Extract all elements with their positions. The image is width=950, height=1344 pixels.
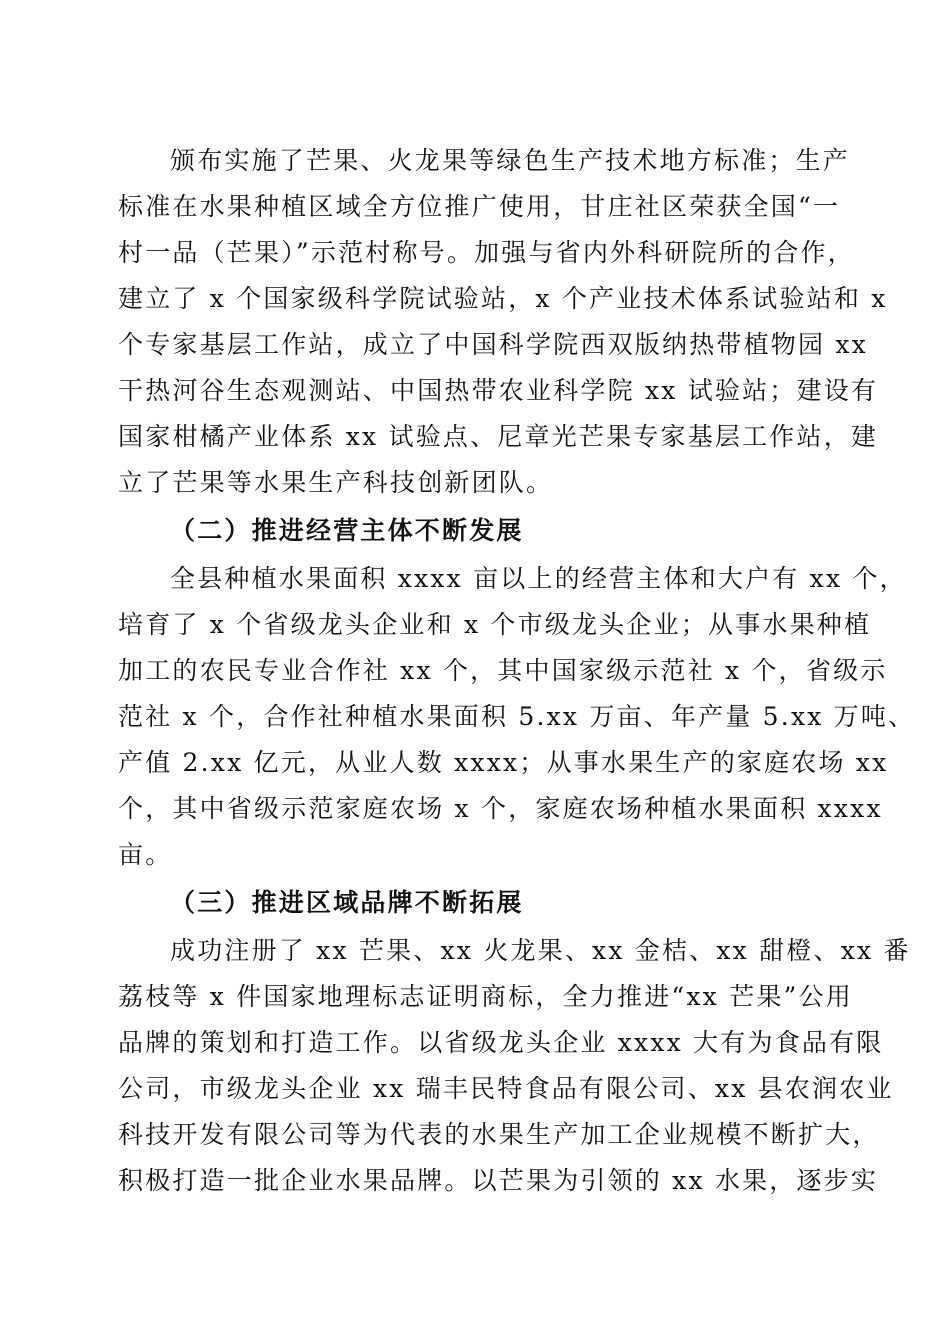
text-line: 颁布实施了芒果、火龙果等绿色生产技术地方标准；生产 [170, 146, 851, 175]
text-line: 积极打造一批企业水果品牌。以芒果为引领的 xx 水果，逐步实 [118, 1166, 879, 1195]
paragraph-section-2 [118, 556, 916, 878]
text-line: 加工的农民专业合作社 xx 个，其中国家级示范社 x 个，省级示 [118, 656, 888, 685]
text-line: 全县种植水果面积 xxxx 亩以上的经营主体和大户有 xx 个， [170, 564, 907, 593]
text-line: 荔枝等 x 件国家地理标志证明商标，全力推进“xx 芒果”公用 [118, 982, 853, 1011]
text-line: 建立了 x 个国家级科学院试验站，x 个产业技术体系试验站和 x [118, 284, 888, 313]
text-line: 个，其中省级示范家庭农场 x 个，家庭农场种植水果面积 xxxx [118, 794, 883, 823]
text-line: 亩。 [118, 840, 173, 869]
paragraph-section-3 [118, 928, 911, 1204]
text-line: 立了芒果等水果生产科技创新团队。 [118, 468, 554, 497]
section-heading-2: （二）推进经营主体不断发展 [170, 516, 524, 545]
section-heading-3: （三）推进区域品牌不断拓展 [170, 888, 524, 917]
document-page [118, 138, 916, 1204]
text-line: 范社 x 个，合作社种植水果面积 5.xx 万亩、年产量 5.xx 万吨、 [118, 702, 916, 731]
paragraph-section-1 [118, 138, 888, 506]
text-line: 干热河谷生态观测站、中国热带农业科学院 xx 试验站；建设有 [118, 376, 879, 405]
text-line: 标准在水果种植区域全方位推广使用，甘庄社区荣获全国“一 [118, 192, 841, 221]
text-line: 产值 2.xx 亿元，从业人数 xxxx；从事水果生产的家庭农场 xx [118, 748, 889, 777]
text-line: 品牌的策划和打造工作。以省级龙头企业 xxxx 大有为食品有限 [118, 1028, 884, 1057]
text-line: 成功注册了 xx 芒果、xx 火龙果、xx 金桔、xx 甜橙、xx 番 [170, 936, 911, 965]
text-line: 科技开发有限公司等为代表的水果生产加工企业规模不断扩大， [118, 1120, 880, 1149]
text-line: 村一品（芒果）”示范村称号。加强与省内外科研院所的合作， [118, 238, 855, 267]
text-line: 培育了 x 个省级龙头企业和 x 个市级龙头企业；从事水果种植 [118, 610, 872, 639]
text-line: 国家柑橘产业体系 xx 试验点、尼章光芒果专家基层工作站，建 [118, 422, 879, 451]
text-line: 个专家基层工作站，成立了中国科学院西双版纳热带植物园 xx [118, 330, 868, 359]
text-line: 公司，市级龙头企业 xx 瑞丰民特食品有限公司、xx 县农润农业 [118, 1074, 894, 1103]
